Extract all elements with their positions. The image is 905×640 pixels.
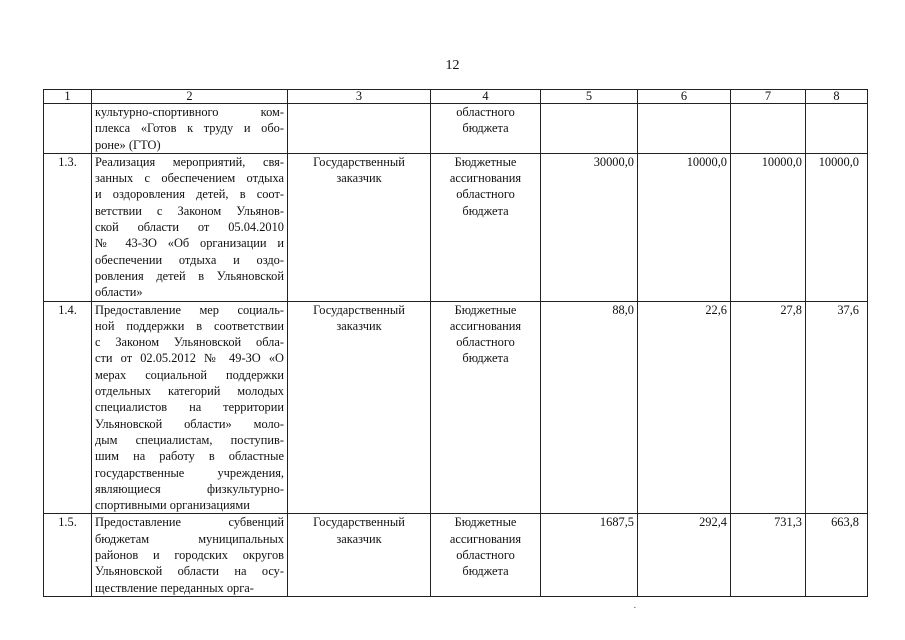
customer-line: заказчик [336, 318, 382, 333]
funding-source [431, 301, 541, 514]
amount-cell: 292,4 [638, 514, 731, 596]
source-line: бюджета [462, 203, 509, 218]
desc-line: занных с обеспечением отдыха [95, 171, 284, 186]
amount-cell: 663,8 [806, 514, 868, 596]
amount-cell: 1687,5 [541, 514, 638, 596]
amount-cell [541, 104, 638, 154]
amount-cell [731, 104, 806, 154]
desc-line: Реализация мероприятий, свя- [95, 154, 284, 169]
customer-line: заказчик [336, 171, 382, 186]
table-row [44, 301, 868, 514]
desc-line: плекса «Готов к труду и обо- [95, 121, 284, 136]
table-row [44, 153, 868, 301]
desc-line: ской области от 05.04.2010 [95, 220, 284, 235]
desc-line: бюджетам муниципальных [95, 531, 284, 546]
source-line: Бюджетные [454, 154, 517, 169]
table-row [44, 104, 868, 154]
responsible-party [288, 104, 431, 154]
desc-line: отдельных категорий молодых [95, 384, 284, 399]
source-line: областного [456, 335, 515, 350]
source-line: бюджета [462, 351, 509, 366]
desc-line: государственные учреждения, [95, 465, 284, 480]
funding-source [431, 153, 541, 301]
desc-line: специалистов на территории [95, 400, 284, 415]
column-header: 8 [806, 90, 868, 104]
desc-line: сти от 02.05.2012 № 49-ЗО «О [95, 351, 284, 366]
item-number: 1.4. [44, 301, 92, 514]
desc-line: ществление переданных орга- [95, 580, 254, 595]
desc-line: и оздоровления детей, в соот- [95, 187, 284, 202]
desc-line: мерах социальной поддержки [95, 367, 284, 382]
customer-line: Государственный [313, 515, 405, 530]
amount-cell: 88,0 [541, 301, 638, 514]
amount-cell: 731,3 [731, 514, 806, 596]
desc-line: с Законом Ульяновской обла- [95, 335, 284, 350]
amount-cell: 22,6 [638, 301, 731, 514]
desc-line: спортивными организациями [95, 498, 250, 513]
source-line: бюджета [462, 121, 509, 136]
header-row [44, 90, 868, 104]
desc-line: ровления детей в Ульяновской [95, 268, 284, 283]
column-header: 5 [541, 90, 638, 104]
source-line: ассигнования [449, 531, 522, 546]
item-description [92, 301, 288, 514]
desc-line: Ульяновской области» моло- [95, 416, 284, 431]
scan-mark: · [633, 602, 637, 614]
desc-line: являющиеся физкультурно- [95, 481, 284, 496]
desc-line: ной поддержки в соответствии [95, 318, 284, 333]
amount-cell: 10000,0 [638, 153, 731, 301]
item-description [92, 153, 288, 301]
source-line: областного [456, 105, 515, 119]
desc-line: Ульяновской области на осу- [95, 564, 284, 579]
item-number: 1.3. [44, 153, 92, 301]
source-line: ассигнования [449, 171, 522, 186]
desc-line: районов и городских округов [95, 548, 284, 563]
amount-cell: 10000,0 [806, 153, 868, 301]
desc-line: ветствии с Законом Ульянов- [95, 203, 284, 218]
funding-source [431, 514, 541, 596]
source-line: ассигнования [449, 318, 522, 333]
desc-line: шим на работу в областные [95, 449, 284, 464]
desc-line: области» [95, 285, 143, 300]
amount-cell [806, 104, 868, 154]
funding-source [431, 104, 541, 154]
responsible-party [288, 301, 431, 514]
amount-cell: 27,8 [731, 301, 806, 514]
desc-line: Предоставление мер социаль- [95, 302, 284, 317]
source-line: Бюджетные [454, 515, 517, 530]
column-header: 3 [288, 90, 431, 104]
item-number [44, 104, 92, 154]
page-number: 12 [445, 58, 460, 73]
source-line: областного [456, 187, 515, 202]
desc-line: Предоставление субвенций [95, 515, 284, 530]
desc-line: № 43-ЗО «Об организации и [95, 236, 284, 251]
column-header: 6 [638, 90, 731, 104]
desc-line: роне» (ГТО) [95, 137, 161, 152]
amount-cell: 30000,0 [541, 153, 638, 301]
source-line: областного [456, 548, 515, 563]
customer-line: Государственный [313, 302, 405, 317]
column-header: 2 [92, 90, 288, 104]
desc-line: культурно-спортивного ком- [95, 105, 284, 119]
source-line: бюджета [462, 564, 509, 579]
amount-cell [638, 104, 731, 154]
source-line: Бюджетные [454, 302, 517, 317]
desc-line: обеспечении отдыха и оздо- [95, 252, 284, 267]
customer-line: Государственный [313, 154, 405, 169]
responsible-party [288, 514, 431, 596]
column-header: 1 [44, 90, 92, 104]
item-description [92, 104, 288, 154]
table-row [44, 514, 868, 596]
item-number: 1.5. [44, 514, 92, 596]
amount-cell: 37,6 [806, 301, 868, 514]
item-description [92, 514, 288, 596]
desc-line: дым специалистам, поступив- [95, 432, 284, 447]
column-header: 7 [731, 90, 806, 104]
column-header: 4 [431, 90, 541, 104]
amount-cell: 10000,0 [731, 153, 806, 301]
customer-line: заказчик [336, 531, 382, 546]
budget-table [43, 89, 868, 597]
responsible-party [288, 153, 431, 301]
